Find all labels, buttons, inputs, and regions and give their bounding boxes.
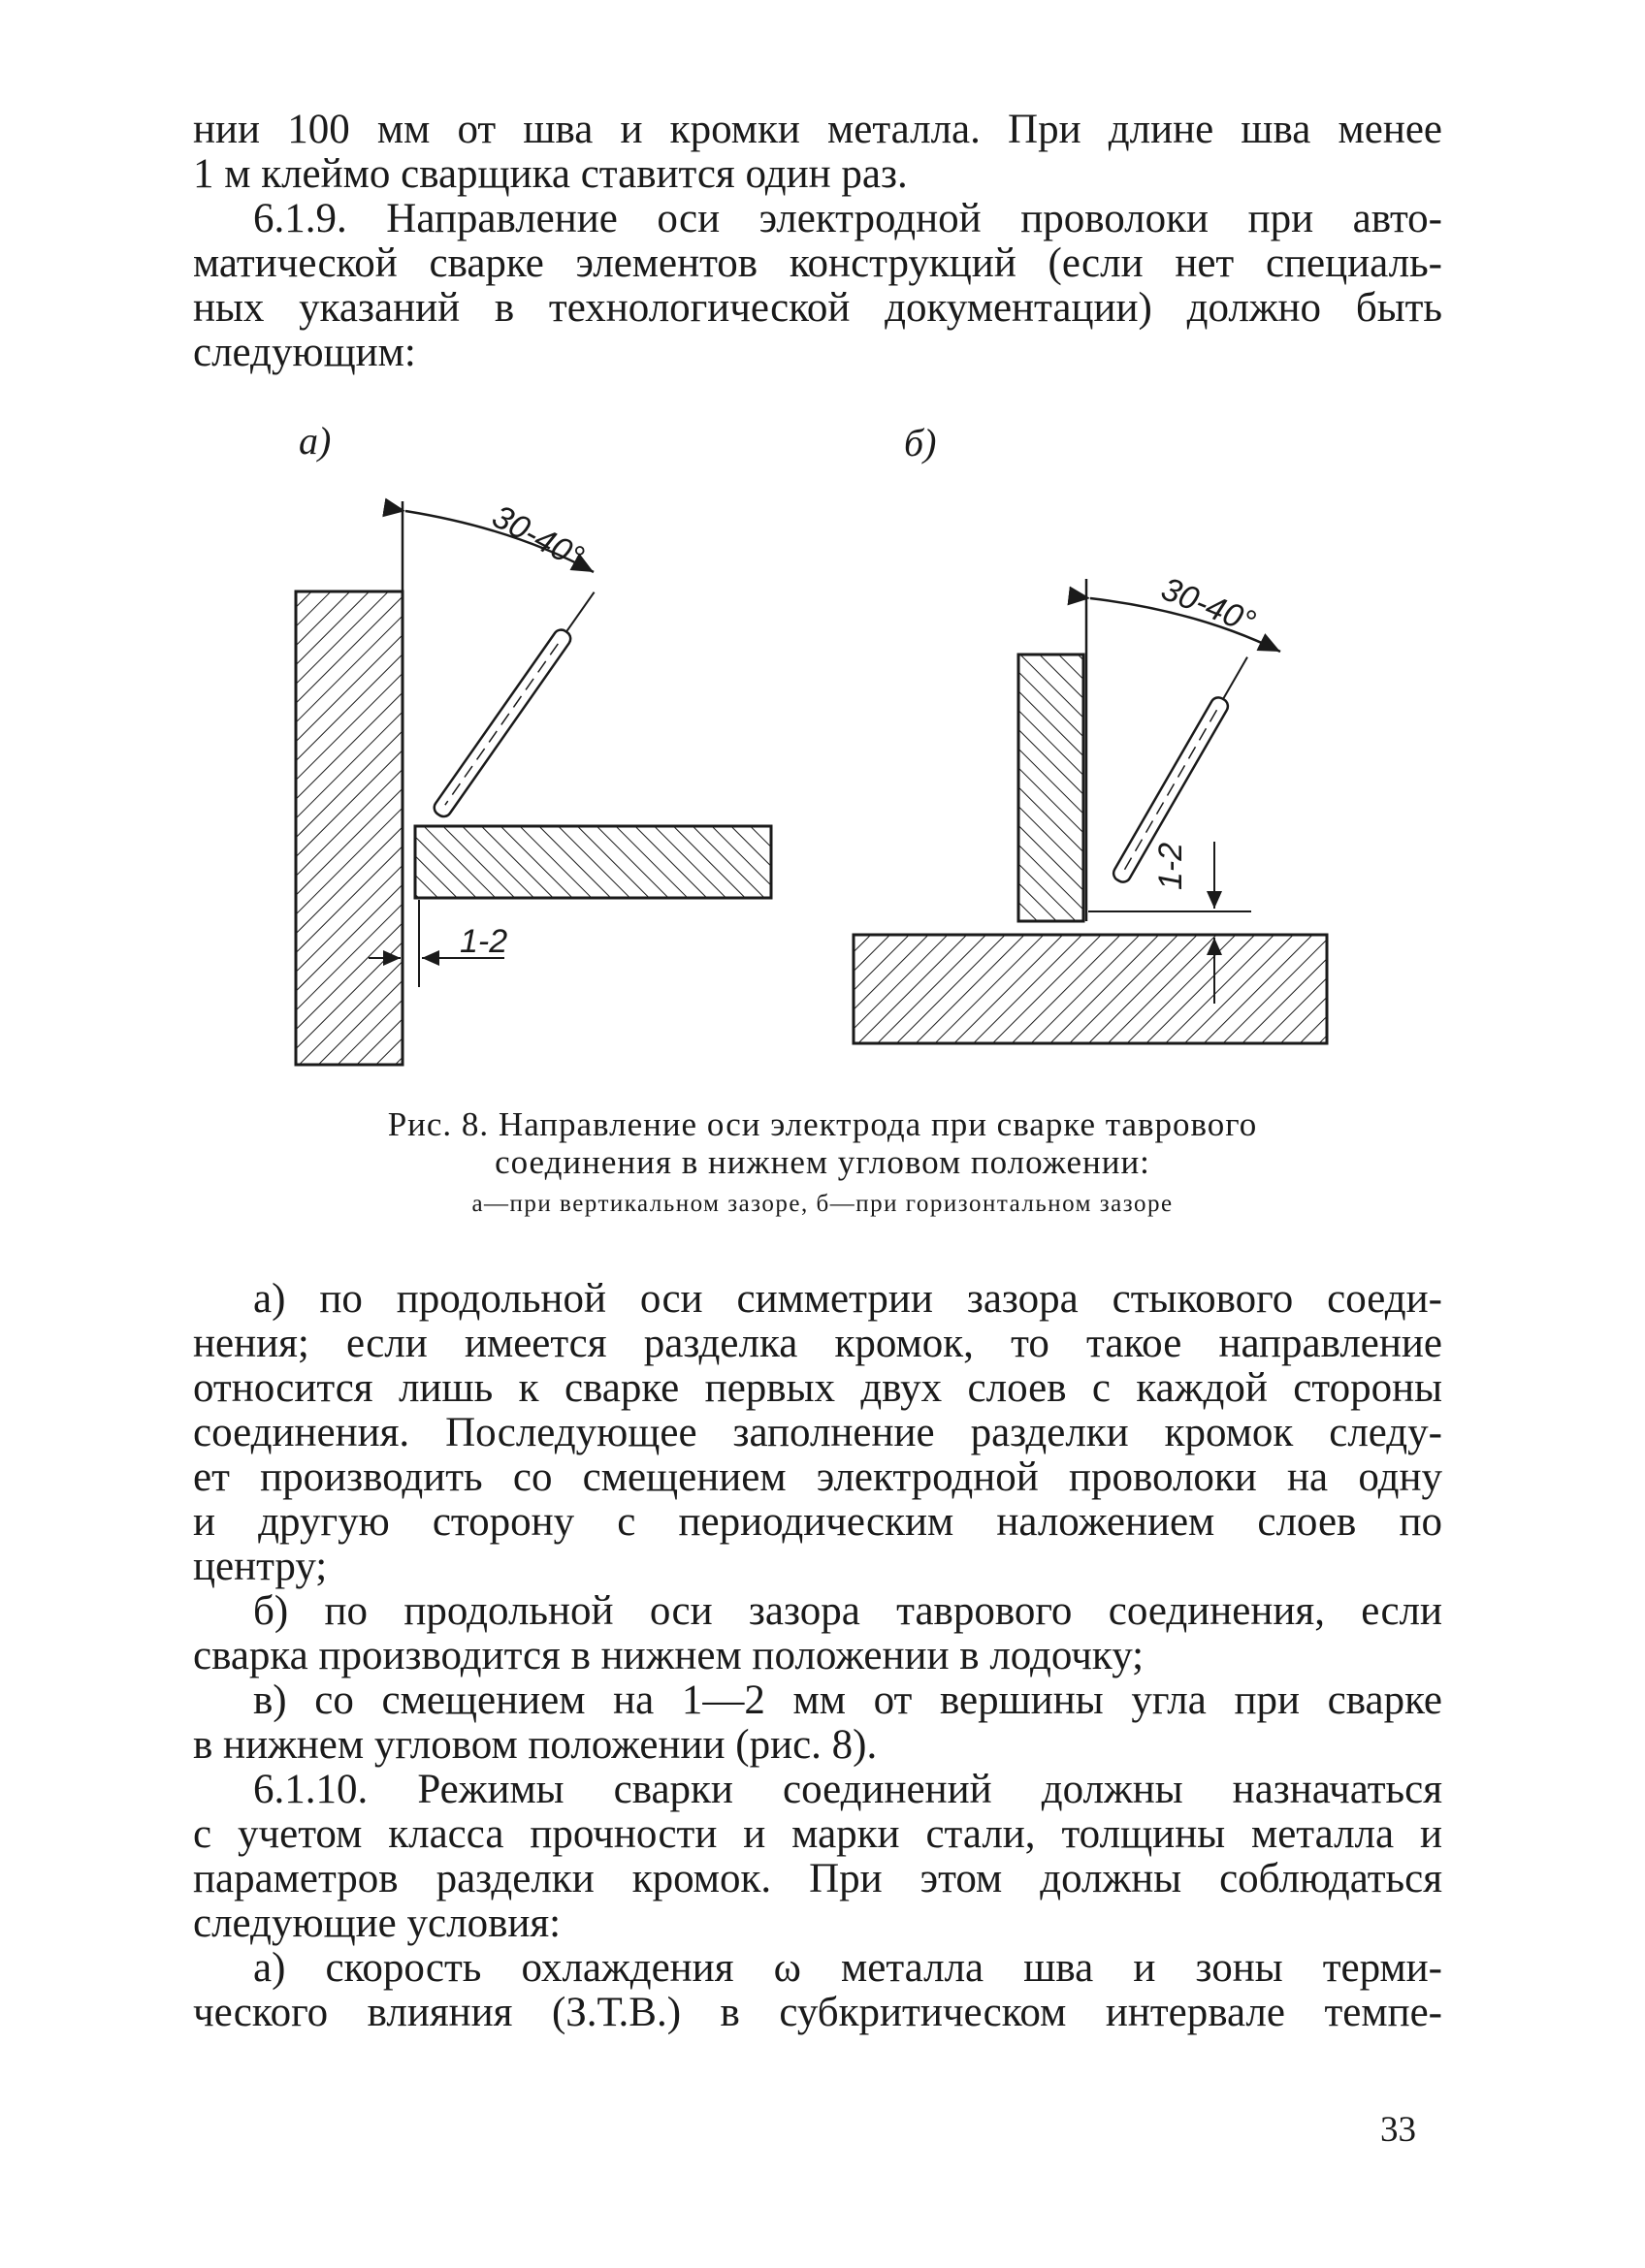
diagram-a: [296, 498, 771, 1065]
text-line: 6.1.9. Направление оси электродной проволоки при авто-: [253, 196, 1442, 241]
text-line: сварка производится в нижнем положении в лодочку;: [193, 1633, 1145, 1678]
text-line: а) скорость охлаждения ω металла шва и зоны терми-: [253, 1945, 1442, 1991]
page-number: 33: [1380, 2110, 1416, 2150]
text-line: ных указаний в технологической документации) должно быть: [193, 285, 1442, 331]
diagram-b: [854, 570, 1327, 1043]
angle-label-a: 30-40°: [486, 497, 590, 577]
text-line: центру;: [193, 1544, 328, 1589]
horizontal-plate-a: [415, 826, 771, 898]
text-line: соединения. Последующее заполнение разделки кромок следу-: [193, 1410, 1442, 1455]
electrode-a: [432, 587, 601, 819]
text-line: параметров разделки кромок. При этом должны соблюдаться: [193, 1856, 1442, 1901]
figure-label-b: б): [904, 421, 937, 464]
text-line: нения; если имеется разделка кромок, то такое направление: [193, 1321, 1442, 1366]
gap-label-a: 1-2: [460, 923, 508, 960]
gap-label-b: 1-2: [1152, 842, 1189, 890]
text-line: в нижнем угловом положении (рис. 8).: [193, 1722, 878, 1768]
text-line: 6.1.10. Режимы сварки соединений должны назначаться: [253, 1767, 1442, 1812]
text-line: б) по продольной оси зазора таврового соединения, если: [253, 1588, 1442, 1634]
figure-label-a: а): [299, 419, 332, 463]
text-line: ет производить со смещением электродной проволоки на одну: [193, 1454, 1442, 1500]
vertical-plate-b: [1018, 655, 1083, 921]
text-line: в) со смещением на 1—2 мм от вершины угла при сварке: [253, 1677, 1442, 1723]
text-line: ческого влияния (З.Т.В.) в субкритическом интервале темпе-: [193, 1990, 1442, 2035]
figure-caption-line3: а—при вертикальном зазоре, б—при горизонтальном зазоре: [471, 1191, 1174, 1217]
vertical-plate-a: [296, 591, 403, 1065]
horizontal-plate-b: [854, 935, 1327, 1043]
text-line: матической сварке элементов конструкций (если нет специаль-: [193, 240, 1442, 286]
text-line: нии 100 мм от шва и кромки металла. При длине шва менее: [193, 107, 1442, 152]
text-line: следующим:: [193, 330, 416, 375]
text-line: а) по продольной оси симметрии зазора стыкового соеди-: [253, 1276, 1442, 1322]
text-line: следующие условия:: [193, 1901, 562, 1946]
angle-label-b: 30-40°: [1156, 570, 1261, 642]
text-line: с учетом класса прочности и марки стали, толщины металла и: [193, 1811, 1442, 1857]
figure-caption-line1: Рис. 8. Направление оси электрода при сварке таврового: [387, 1105, 1258, 1143]
figure-caption-line2: соединения в нижнем угловом положении:: [495, 1143, 1150, 1181]
text-line: относится лишь к сварке первых двух слоев с каждой стороны: [193, 1365, 1442, 1411]
text-line: и другую сторону с периодическим наложением слоев по: [193, 1499, 1442, 1545]
text-line: 1 м клеймо сварщика ставится один раз.: [193, 151, 908, 197]
